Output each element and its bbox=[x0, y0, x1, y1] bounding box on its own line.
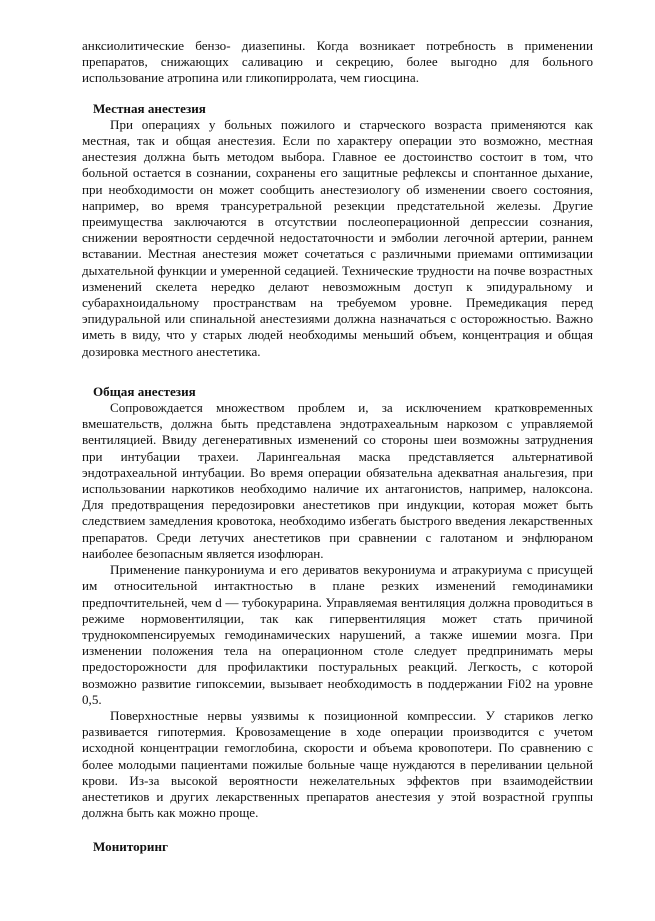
intro-paragraph: анксиолитические бензо- диазепины. Когда возникает потребность в применении препаратов, снижающих саливацию и секрецию, более выгодно для больного использование атропина или гликопирролата, чем гиосцина. bbox=[82, 38, 593, 86]
section-heading-local-anesthesia: Местная анестезия bbox=[93, 100, 206, 116]
paragraph-general-anesthesia-1: Сопровождается множеством проблем и, за исключением кратковременных вмешательств, должна быть представлена эндотрахеальным наркозом с управляемой вентиляцией. Ввиду дегенеративных изменений со стороны шеи возможны затруднения при интубации трахеи. Ларингеальная маска представляется альтернативой эндотрахеальной интубации. Во время операции обязательна адекватная анальгезия, при использовании наркотиков необходимо наличие их антагонистов, например, налоксона. Для предотвращения передозировки анестетиков при индукции, которая может быть следствием замедления кровотока, необходимо избегать быстрого введения лекарственных препаратов. Среди летучих анестетиков при сравнении с галотаном и энфлюраном наиболее безопасным является изофлюран. bbox=[82, 400, 593, 561]
section-heading-monitoring: Мониторинг bbox=[93, 839, 168, 855]
paragraph-general-anesthesia-2: Применение панкурониума и его дериватов векурониума и атракуриума с присущей им относительной интактностью в плане резких изменений гемодинамики предпочтительней, чем d — тубокурарина. Управляемая вентиляция должна проводиться в режиме нормовентиляции, так как гипервентиляция может стать причиной труднокомпенсируемых гемодинамических нарушений, а также ишемии мозга. При изменении положения тела на операционном столе следует предпринимать меры предосторожности для профилактики постуральных реакций. Легкость, с которой возможно развитие гипоксемии, вызывает необходимость в поддержании Fi02 на уровне 0,5. bbox=[82, 562, 593, 707]
section-heading-general-anesthesia: Общая анестезия bbox=[93, 383, 196, 399]
paragraph-local-anesthesia: При операциях у больных пожилого и старческого возраста применяются как местная, так и общая анестезия. Если по характеру операции это возможно, местная анестезия должна быть методом выбора. Главное ее достоинство состоит в том, что больной остается в сознании, сохранены его защитные рефлексы и спонтанное дыхание, при необходимости он может сообщить анестезиологу об изменении своего состояния, например, во время трансуретральной резекции предстательной железы. Другие преимущества заключаются в отсутствии послеоперационной депрессии сознания, снижении вероятности сердечной недостаточности и эмболии легочной артерии, раннем вставании. Местная анестезия может сочетаться с различными приемами оптимизации дыхательной функции и умеренной седацией. Технические трудности на почве возрастных изменений скелета нередко делают невозможным доступ к эпидуральному и субарахноидальному пространствам на требуемом уровне. Премедикация перед эпидуральной или спинальной анестезиями должна назначаться с осторожностью. Важно иметь в виду, что у старых людей необходимы меньший объем, концентрация и общая дозировка местного анестетика. bbox=[82, 116, 593, 359]
paragraph-general-anesthesia-3: Поверхностные нервы уязвимы к позиционной компрессии. У стариков легко развивается гипотермия. Кровозамещение в ходе операции производится с учетом исходной концентрации гемоглобина, скорости и объема кровопотери. По сравнению с более молодыми пациентами пожилые больные чаще нуждаются в переливании цельной крови. Из-за высокой вероятности нежелательных эффектов при взаимодействии анестетиков и других лекарственных препаратов анестезия у этой возрастной группы должна быть как можно проще. bbox=[82, 707, 593, 821]
